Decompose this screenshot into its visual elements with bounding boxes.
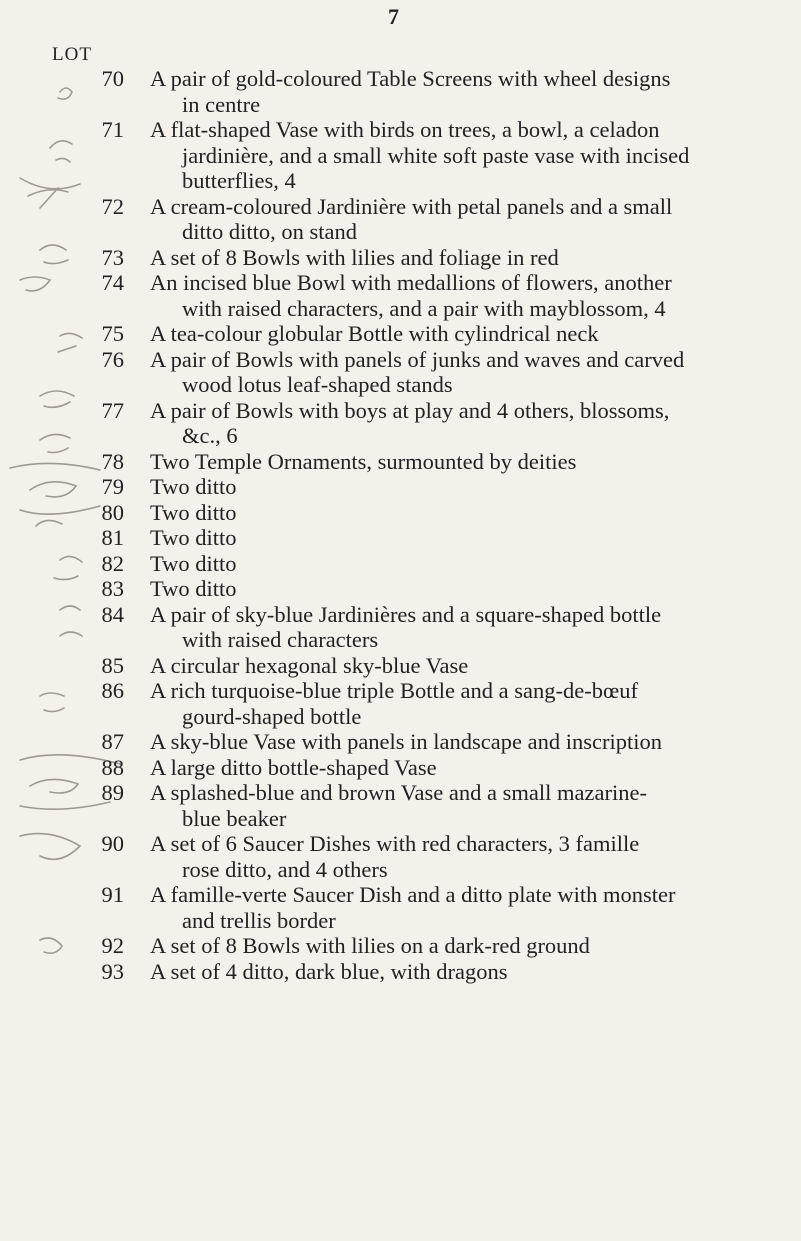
- lot-description-line: A flat-shaped Vase with birds on trees, a bowl, a celadon: [150, 117, 660, 142]
- lot-entry: [0, 551, 801, 577]
- lot-entry: [0, 653, 801, 679]
- lot-description: [150, 398, 778, 449]
- lot-description-line: An incised blue Bowl with medallions of flowers, another: [150, 270, 672, 295]
- lot-description: [150, 831, 778, 882]
- lot-entry: [0, 882, 801, 933]
- lot-description-line: wood lotus leaf-shaped stands: [182, 372, 453, 397]
- lot-number: 71: [101, 117, 124, 142]
- lot-description-line: Two Temple Ornaments, surmounted by deities: [150, 448, 577, 474]
- lot-entry: [0, 474, 801, 500]
- lot-number: 83: [101, 576, 124, 601]
- lot-number: 88: [101, 754, 124, 780]
- lot-number: 80: [101, 499, 124, 525]
- lot-entry: [0, 398, 801, 449]
- lot-description: [150, 321, 778, 347]
- lot-description-line: in centre: [182, 91, 261, 117]
- lot-entry: [0, 245, 801, 271]
- lot-entry: [0, 347, 801, 398]
- lot-description-line: A famille-verte Saucer Dish and a ditto plate with monster: [150, 882, 676, 907]
- lot-description: [150, 933, 778, 959]
- page-number: 7: [388, 4, 399, 29]
- lot-description-line: Two ditto: [150, 525, 237, 550]
- lot-description-line: Two ditto: [150, 499, 237, 525]
- lot-description: [150, 678, 778, 729]
- lot-description-line: and trellis border: [182, 907, 336, 933]
- lot-description: [150, 755, 778, 781]
- lot-number: 76: [101, 346, 124, 372]
- lot-description-line: A rich turquoise-blue triple Bottle and a sang-de-bœuf: [150, 678, 638, 703]
- lot-number: 85: [101, 652, 124, 678]
- lot-description-line: A tea-colour globular Bottle with cylindrical neck: [150, 321, 599, 346]
- lot-number: 72: [101, 193, 124, 219]
- lot-description-line: with raised characters: [182, 627, 379, 652]
- lot-description-line: rose ditto, and 4 others: [182, 856, 388, 882]
- lot-entry: [0, 959, 801, 985]
- lot-description: [150, 449, 778, 475]
- lot-description: [150, 525, 778, 551]
- lot-number: 84: [101, 601, 124, 627]
- lot-description-line: A set of 6 Saucer Dishes with red characters, 3 famille: [150, 831, 640, 856]
- lot-description: [150, 245, 778, 271]
- lot-description: [150, 117, 778, 194]
- lot-entry: [0, 117, 801, 194]
- lot-number: 79: [101, 474, 124, 499]
- lot-number: 87: [101, 729, 124, 754]
- lot-description: [150, 500, 778, 526]
- lot-description: [150, 194, 778, 245]
- lot-entry: [0, 66, 801, 117]
- lot-entry: [0, 525, 801, 551]
- lot-description-line: A large ditto bottle-shaped Vase: [150, 754, 437, 780]
- lot-entry: [0, 449, 801, 475]
- lot-column-header: LOT: [52, 44, 92, 65]
- lot-description: [150, 602, 778, 653]
- lot-number: 70: [101, 66, 124, 91]
- lot-number: 92: [101, 933, 124, 958]
- lot-entry: [0, 729, 801, 755]
- lot-number: 74: [101, 270, 124, 295]
- lot-description: [150, 882, 778, 933]
- lot-entry: [0, 678, 801, 729]
- lot-description-line: Two ditto: [150, 474, 237, 499]
- lot-description: [150, 729, 778, 755]
- lot-description-line: A cream-coloured Jardinière with petal panels and a small: [150, 193, 673, 219]
- lot-number: 73: [101, 244, 124, 270]
- lot-description: [150, 347, 778, 398]
- lot-description-line: &c., 6: [182, 423, 238, 448]
- lot-number: 89: [101, 780, 124, 805]
- lot-description-line: A pair of Bowls with panels of junks and waves and carved: [150, 346, 685, 372]
- lot-description: [150, 270, 778, 321]
- lot-entry: [0, 270, 801, 321]
- lot-description-line: A sky-blue Vase with panels in landscape and inscription: [150, 729, 662, 754]
- lot-description-line: blue beaker: [182, 805, 287, 831]
- lot-description: [150, 780, 778, 831]
- lot-description-line: ditto ditto, on stand: [182, 219, 358, 244]
- lot-number: 86: [101, 678, 124, 703]
- lot-number: 75: [101, 321, 124, 346]
- lot-entry: [0, 321, 801, 347]
- lot-description: [150, 959, 778, 985]
- lot-number: 78: [101, 448, 124, 474]
- lot-entry: [0, 602, 801, 653]
- lot-entry: [0, 933, 801, 959]
- lot-description: [150, 653, 778, 679]
- lot-description-line: jardinière, and a small white soft paste vase with incised: [182, 142, 690, 168]
- lot-description-line: A circular hexagonal sky-blue Vase: [150, 652, 469, 678]
- lot-entry: [0, 194, 801, 245]
- lot-description-line: A pair of sky-blue Jardinières and a square-shaped bottle: [150, 601, 662, 627]
- lot-description-line: gourd-shaped bottle: [182, 703, 362, 729]
- lot-description-line: A pair of gold-coloured Table Screens with wheel designs: [150, 66, 671, 91]
- lot-number: 91: [101, 882, 124, 907]
- lot-description: [150, 576, 778, 602]
- lot-description-line: A set of 4 ditto, dark blue, with dragons: [150, 958, 508, 984]
- lot-list: [0, 66, 801, 984]
- lot-description-line: A set of 8 Bowls with lilies on a dark-red ground: [150, 933, 590, 958]
- lot-description-line: A pair of Bowls with boys at play and 4 others, blossoms,: [150, 397, 670, 423]
- lot-number: 77: [101, 397, 124, 423]
- lot-description-line: Two ditto: [150, 576, 237, 601]
- lot-entry: [0, 755, 801, 781]
- lot-entry: [0, 780, 801, 831]
- lot-number: 90: [101, 831, 124, 856]
- lot-description-line: A set of 8 Bowls with lilies and foliage in red: [150, 244, 559, 270]
- lot-description-line: butterflies, 4: [182, 168, 296, 193]
- lot-description-line: A splashed-blue and brown Vase and a small mazarine-: [150, 780, 647, 805]
- lot-description: [150, 474, 778, 500]
- lot-entry: [0, 500, 801, 526]
- lot-number: 81: [101, 525, 124, 550]
- lot-entry: [0, 576, 801, 602]
- lot-entry: [0, 831, 801, 882]
- lot-description-line: Two ditto: [150, 550, 237, 576]
- lot-description-line: with raised characters, and a pair with mayblossom, 4: [182, 295, 666, 321]
- lot-number: 93: [101, 958, 124, 984]
- lot-description: [150, 66, 778, 117]
- lot-number: 82: [101, 550, 124, 576]
- lot-description: [150, 551, 778, 577]
